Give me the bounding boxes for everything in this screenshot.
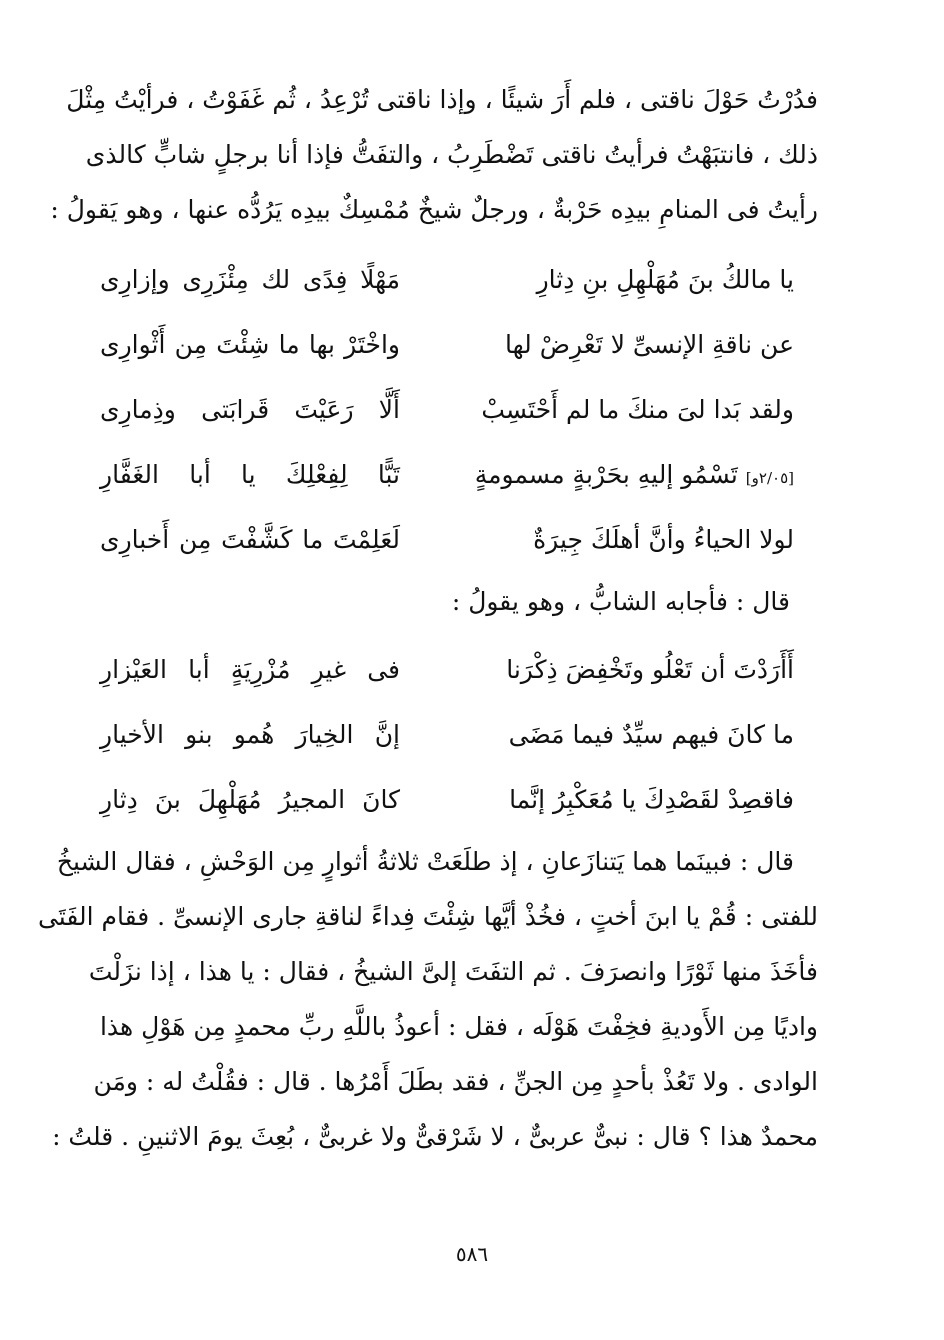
verse: [100, 766, 820, 831]
text-line: واديًا مِن الأَوديةِ فخِفْتَ هَوْلَه ، فقل : أعوذُ باللَّهِ ربِّ محمدٍ مِن هَوْلِ هذا: [99, 1012, 818, 1041]
verse-first-hemistich: [474, 455, 794, 495]
verse: [100, 246, 820, 311]
verse-first-hemistich: فاقصِدْ لقَصْدِكَ يا مُعَكْبِرُ إنَّما: [509, 785, 794, 814]
text-line: رأيتُ فى المنامِ بيدِه حَرْبةٌ ، ورجلٌ شيخٌ مُمْسِكٌ بيدِه يَرُدُّه عنها ، وهو يَقولُ :: [50, 195, 818, 224]
text-line: قال : فبينَما هما يَتنازَعانِ ، إذ طلَعَتْ ثلاثةُ أثوارٍ مِن الوَحْشِ ، فقال الشيخُ: [56, 847, 794, 876]
verse-second-hemistich: واخْتَرْ بها ما شِئْتَ مِن أَثْوارِى: [100, 330, 400, 359]
paragraph-1: [50, 72, 818, 237]
paragraph-2: [37, 834, 818, 1164]
text-line: ذلك ، فانتبَهْتُ فرأيتُ ناقتى تَضْطَرِبُ ، والتفَتُّ فإذا أنا برجلٍ شابٍّ كالذى: [85, 140, 818, 169]
verse-first-hemistich: ما كانَ فيهم سيِّدٌ فيما مَضَى: [508, 720, 794, 749]
text-line: محمدٌ هذا ؟ قال : نبىٌّ عربىٌّ ، لا شَرْقىٌّ ولا غربىٌّ ، بُعِثَ يومَ الاثنينِ . قلتُ :: [52, 1122, 818, 1151]
verse: [100, 701, 820, 766]
verse-second-hemistich: إنَّ الخِيارَ هُمو بنو الأخيارِ: [100, 720, 400, 749]
verse-first-hemistich: عن ناقةِ الإنسىِّ لا تَعْرِضْ لها: [505, 330, 794, 359]
page-number: ٥٨٦: [455, 1242, 489, 1266]
verse: [100, 441, 820, 506]
transition-line: قال : فأجابه الشابُّ ، وهو يقولُ :: [451, 587, 790, 616]
verse-second-hemistich: مَهْلًا فِدًى لك مِئْزَرِى وإزارِى: [100, 265, 400, 294]
text-line: فأخَذَ منها ثَوْرًا وانصرَفَ . ثم التفَتَ إلىَّ الشيخُ ، فقال : يا هذا ، إذا نزَلْتَ: [88, 957, 818, 986]
verse-second-hemistich: أَلَّا رَعَيْتَ قَرابَتى وذِمارِى: [100, 395, 400, 424]
verse: [100, 376, 820, 441]
text-line: الوادى . ولا تَعُذْ بأحدٍ مِن الجنِّ ، فقد بطَلَ أَمْرُها . قال : فقُلْتُ له : ومَن: [93, 1067, 818, 1096]
text-line: فدُرْتُ حَوْلَ ناقتى ، فلم أَرَ شيئًا ، وإذا ناقتى تُرْعِدُ ، ثُم غَفَوْتُ ، فرأيْتُ مِثْلَ: [66, 85, 818, 114]
verse-second-hemistich: كانَ المجيرُ مُهَلْهِلَ بنَ دِثارِ: [100, 785, 400, 814]
poem-1: [100, 246, 820, 571]
verse-first-hemistich: لولا الحياءُ وأنَّ أهلَكَ جِيرَةٌ: [533, 525, 794, 554]
hemistich-text: تَسْمُو إليهِ بحَرْبةٍ مسمومةٍ: [474, 460, 738, 489]
verse-second-hemistich: تَبًّا لِفِعْلِكَ يا أبا الغَفَّارِ: [100, 460, 400, 489]
verse-second-hemistich: فى غيرِ مُزْرِيَةٍ أبا العَيْزارِ: [100, 655, 400, 684]
verse-second-hemistich: لَعَلِمْتَ ما كَشَّفْتَ مِن أَخبارِى: [100, 525, 400, 554]
verse-first-hemistich: أَأَرَدْتَ أن تَعْلُو وتَخْفِضَ ذِكْرَنا: [506, 655, 794, 684]
verse: [100, 506, 820, 571]
poem-2: [100, 636, 820, 831]
verse-first-hemistich: يا مالكُ بنَ مُهَلْهِلِ بنِ دِثارِ: [536, 265, 794, 294]
folio-marker: [٢/٠٥و]: [745, 469, 794, 487]
verse: [100, 311, 820, 376]
verse: [100, 636, 820, 701]
verse-first-hemistich: ولقد بَدا لىَ منكَ ما لم أَحْتَسِبْ: [481, 395, 794, 424]
text-line: للفتى : قُمْ يا ابنَ أختٍ ، فخُذْ أيَّها شِئْتَ فِداءً لناقةِ جارى الإنسىِّ . فقام الفَتَى: [37, 902, 818, 931]
